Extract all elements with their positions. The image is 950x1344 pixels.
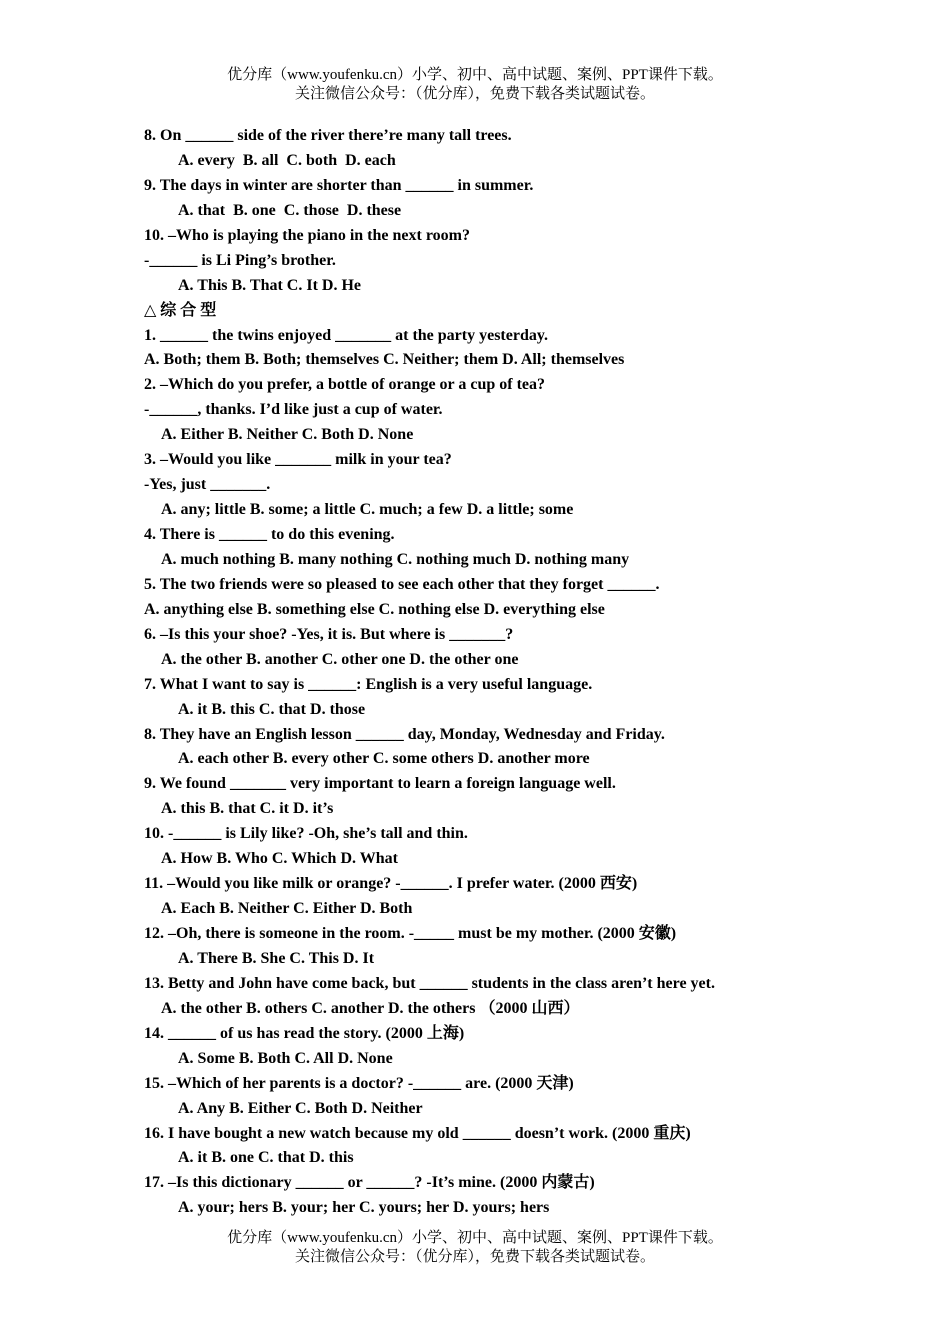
s2-question-2-options: A. Either B. Neither C. Both D. None (161, 426, 414, 444)
s2-question-9: 9. We found _______ very important to learn a foreign language well. (144, 775, 616, 793)
question-9: 9. The days in winter are shorter than ______ in summer. (144, 176, 534, 194)
s2-question-1: 1. ______ the twins enjoyed _______ at the party yesterday. (144, 326, 548, 344)
s2-question-2-answer-line: -______, thanks. I’d like just a cup of water. (144, 401, 443, 419)
s2-question-9-options: A. this B. that C. it D. it’s (161, 800, 334, 818)
question-10: 10. –Who is playing the piano in the next room? (144, 226, 470, 244)
s2-question-6: 6. –Is this your shoe? -Yes, it is. But where is _______? (144, 625, 514, 643)
question-10-options: A. This B. That C. It D. He (178, 276, 361, 294)
s2-question-3-answer-line: -Yes, just _______. (144, 476, 271, 494)
s2-question-14-options: A. Some B. Both C. All D. None (178, 1049, 393, 1067)
page-footer (0, 1229, 950, 1267)
s2-question-3-options: A. any; little B. some; a little C. much; a few D. a little; some (161, 501, 574, 519)
s2-question-6-options: A. the other B. another C. other one D. the other one (161, 650, 519, 668)
s2-question-8: 8. They have an English lesson ______ day, Monday, Wednesday and Friday. (144, 725, 665, 743)
s2-question-4: 4. There is ______ to do this evening. (144, 526, 395, 543)
s2-question-10-options: A. How B. Who C. Which D. What (161, 850, 398, 868)
s2-question-16-options: A. it B. one C. that D. this (178, 1149, 354, 1167)
s2-question-15: 15. –Which of her parents is a doctor? -______ are. (2000 天津) (144, 1074, 574, 1092)
s2-question-13-options: A. the other B. others C. another D. the others （2000 山西） (161, 999, 580, 1017)
s2-question-17: 17. –Is this dictionary ______ or ______? -It’s mine. (2000 内蒙古) (144, 1174, 595, 1192)
footer-line-1: 优分库（www.youfenku.cn）小学、初中、高中试题、案例、PPT课件下载。 (227, 1230, 723, 1246)
s2-question-11: 11. –Would you like milk or orange? -______. I prefer water. (2000 西安) (144, 875, 638, 893)
s2-question-7-options: A. it B. this C. that D. those (178, 700, 366, 718)
s2-question-11-options: A. Each B. Neither C. Either D. Both (161, 900, 413, 918)
question-9-options: A. that B. one C. those D. these (178, 201, 402, 219)
s2-question-1-options: A. Both; them B. Both; themselves C. Neither; them D. All; themselves (144, 351, 625, 369)
s2-question-14: 14. ______ of us has read the story. (2000 上海) (144, 1024, 465, 1042)
section-heading: △ 综 合 型 (144, 301, 217, 319)
header-line-1: 优分库（www.youfenku.cn）小学、初中、高中试题、案例、PPT课件下载。 (227, 67, 723, 83)
s2-question-12: 12. –Oh, there is someone in the room. -_____ must be my mother. (2000 安徽) (144, 925, 677, 942)
s2-question-5: 5. The two friends were so pleased to see each other that they forget ______. (144, 575, 660, 593)
s2-question-4-options: A. much nothing B. many nothing C. nothing much D. nothing many (161, 550, 630, 568)
s2-question-3: 3. –Would you like _______ milk in your tea? (144, 451, 452, 469)
s2-question-15-options: A. Any B. Either C. Both D. Neither (178, 1099, 423, 1117)
footer-line-2: 关注微信公众号：（优分库），免费下载各类试题试卷。 (294, 1249, 655, 1265)
s2-question-8-options: A. each other B. every other C. some others D. another more (178, 750, 590, 768)
s2-question-5-options: A. anything else B. something else C. nothing else D. everything else (144, 600, 605, 618)
exercise-content (144, 124, 904, 1221)
s2-question-12-options: A. There B. She C. This D. It (178, 949, 375, 967)
question-8-options: A. every B. all C. both D. each (178, 151, 396, 169)
header-line-2: 关注微信公众号：（优分库），免费下载各类试题试卷。 (294, 86, 655, 102)
s2-question-16: 16. I have bought a new watch because my old ______ doesn’t work. (2000 重庆) (144, 1124, 691, 1142)
s2-question-17-options: A. your; hers B. your; her C. yours; her D. yours; hers (178, 1199, 550, 1217)
page-header (0, 66, 950, 104)
s2-question-10: 10. -______ is Lily like? -Oh, she’s tall and thin. (144, 825, 468, 843)
question-10-answer-line: -______ is Li Ping’s brother. (144, 251, 336, 269)
question-8: 8. On ______ side of the river there’re many tall trees. (144, 127, 512, 144)
s2-question-7: 7. What I want to say is ______: English is a very useful language. (144, 675, 593, 693)
s2-question-13: 13. Betty and John have come back, but ______ students in the class aren’t here yet. (144, 974, 715, 992)
s2-question-2: 2. –Which do you prefer, a bottle of orange or a cup of tea? (144, 376, 546, 394)
